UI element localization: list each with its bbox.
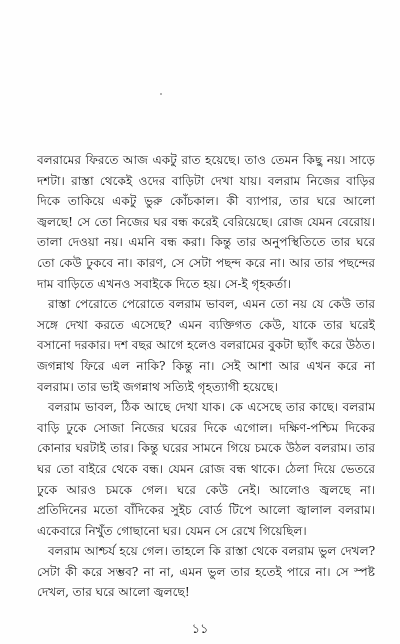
page-number: ১১ (191, 622, 209, 637)
paragraph-3: বলরাম ভাবল, ঠিক আছে দেখা যাক। কে এসেছে তার কাছে। বলরাম বাড়ি ঢুকে সোজা নিজের ঘরের দিকে এগোল। দক্ষিণ-পশ্চিম দিকের কোনার ঘরটাই তার। কিন্তু ঘরের সামনে গিয়ে চমকে উঠল বলরাম। তার ঘর তো বাইরে থেকে বন্ধ। যেমন রোজ বন্ধ থাকে। ঠেলা দিয়ে ভেতরে ঢুকে আরও চমকে গেল। ঘরে কেউ নেই। আলোও জ্বলছে না। প্রতিদিনের মতো বাঁদিকের সুইচ বোর্ড টিপে আলো জ্বালাল বলরাম। একেবারে নিখুঁত গোছানো ঘর। যেমন সে রেখে গিয়েছিল। (37, 400, 375, 538)
paragraph-2: রাস্তা পেরোতে পেরোতে বলরাম ভাবল, এমন তো নয় যে কেউ তার সঙ্গে দেখা করতে এসেছে? এমন ব্যক্তিগত কেউ, যাকে তার ঘরেই বসানো দরকার। দশ বছর আগে হলেও বলরামের বুকটা ছ্যাঁৎ করে উঠত। জগন্নাথ ফিরে এল নাকি? কিন্তু না। সেই আশা আর এখন করে না বলরাম। তার ভাই জগন্নাথ সত্যিই গৃহত্যাগী হয়েছে। (37, 297, 375, 394)
paragraph-4: বলরাম আশ্চর্য হয়ে গেল। তাহলে কি রাস্তা থেকে বলরাম ভুল দেখল? সেটা কী করে সম্ভব? না না, এমন ভুল তার হতেই পারে না। সে স্পষ্ট দেখল, তার ঘরে আলো জ্বলছে! (37, 544, 375, 600)
paragraph-5 (37, 603, 375, 604)
paragraph-1: বলরামের ফিরতে আজ একটু রাত হয়েছে। তাও তেমন কিছু নয়। সাড়ে দশটা। রাস্তা থেকেই ওদের বাড়িটা দেখা যায়। বলরাম নিজের বাড়ির দিকে তাকিয়ে একটু ভুরু কোঁচকাল। কী ব্যাপার, তার ঘরে আলো জ্বলছে! সে তো নিজের ঘর বন্ধ করেই বেরিয়েছে। রোজ যেমন বেরোয়। তালা দেওয়া নয়। এমনি বন্ধ করা। কিন্তু তার অনুপস্থিতিতে তার ঘরে তো কেউ ঢুকবে না। কারণ, সে সেটা পছন্দ করে না। আর তার পছন্দের দাম বাড়িতে এখনও সবাইকে দিতে হয়। সে-ই গৃহকর্তা। (37, 153, 375, 291)
body-text (37, 150, 375, 604)
page-speck (160, 93, 162, 95)
